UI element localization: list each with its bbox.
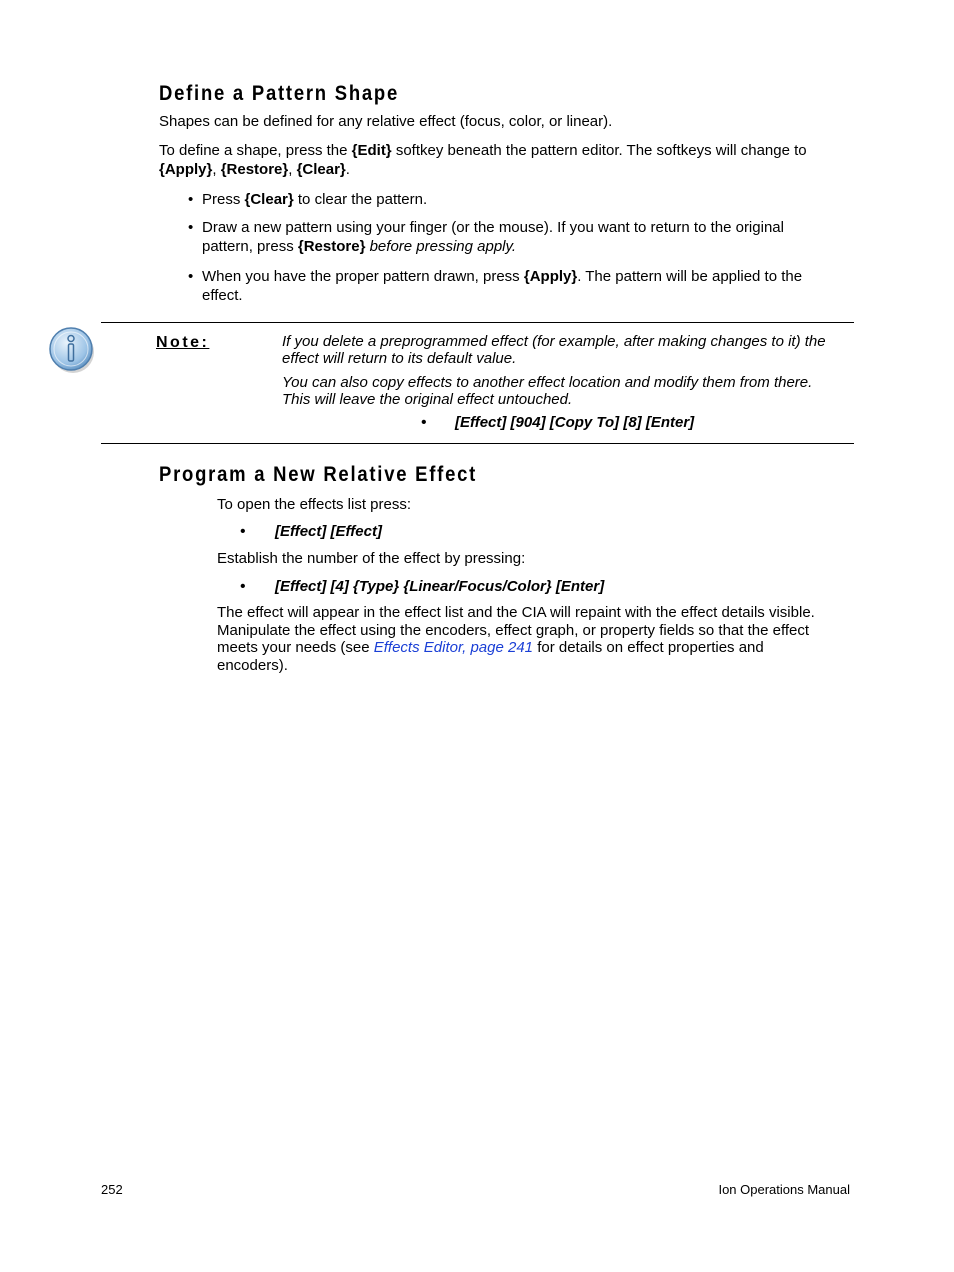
text-run: Manipulate the effect using the encoders, effect graph, or property fields so that the effect [217,621,810,639]
note-paragraph-1 [282,333,857,367]
softkey-restore: {Restore} [297,238,366,255]
note-paragraph-2 [282,374,857,408]
effect-details-paragraph [217,604,867,674]
text-run: This will leave the original effect untouched. [282,391,573,408]
note-command-bullet [421,413,695,432]
text-run: To define a shape, press the [159,142,352,159]
establish-number-paragraph: Establish the number of the effect by pressing: [217,550,526,567]
text-run: Draw a new pattern using your finger (or the mouse). If you want to return to the original [202,219,784,236]
command-bullet [240,577,605,596]
page-number: 252 [101,1182,123,1197]
softkey-clear: {Clear} [244,191,294,208]
softkey-edit: {Edit} [351,142,392,159]
note-label: Note: [156,334,210,351]
manual-title: Ion Operations Manual [718,1182,850,1197]
list-item-text [202,190,427,209]
text-run: If you delete a preprogrammed effect (for example, after making changes to it) the [282,333,826,350]
text-run: meets your needs (see [217,639,374,656]
list-item-text [202,267,802,305]
command-sequence: [Effect] [Effect] [275,523,382,540]
period: . [345,161,350,178]
separator: , [288,161,297,178]
note-top-rule [101,322,854,323]
section-heading-program-relative-effect: Program a New Relative Effect [159,463,478,486]
text-run: encoders). [217,656,288,674]
note-bottom-rule [101,443,854,444]
text-run: . The pattern will be applied to the [577,268,803,285]
separator: , [212,161,221,178]
bullet-dot: • [188,268,194,285]
text-run: effect will return to its default value. [282,350,517,367]
bullet-dot: • [188,219,194,236]
text-run: Press [202,191,245,208]
text-run: to clear the pattern. [293,191,428,208]
effects-editor-link[interactable]: Effects Editor, page 241 [373,639,534,656]
text-run: When you have the proper pattern drawn, press [202,268,524,285]
text-run: The effect will appear in the effect list and the CIA will repaint with the effect details visible. [217,604,815,621]
softkey-clear: {Clear} [296,161,346,178]
text-run: for details on effect properties and [533,639,764,656]
text-run: effect. [202,287,243,304]
text-run: You can also copy effects to another effect location and modify them from there. [282,374,813,391]
softkey-apply: {Apply} [523,268,578,285]
define-shape-paragraph [159,141,859,179]
bullet-dot: • [240,523,246,540]
command-bullet [240,522,382,541]
bullet-dot: • [188,191,194,208]
softkey-restore: {Restore} [220,161,289,178]
command-sequence: [Effect] [4] {Type} {Linear/Focus/Color} [Enter] [275,578,605,595]
intro-paragraph: Shapes can be defined for any relative effect (focus, color, or linear). [159,113,613,130]
bullet-dot: • [240,578,246,595]
open-effects-paragraph: To open the effects list press: [217,496,411,513]
text-run: softkey beneath the pattern editor. The softkeys will change to [391,142,807,159]
command-sequence: [Effect] [904] [Copy To] [8] [Enter] [455,414,695,431]
list-item-text [202,218,784,256]
bullet-dot: • [421,414,427,431]
text-run: before pressing apply. [365,238,517,255]
info-icon [47,325,97,375]
section-heading-define-pattern-shape: Define a Pattern Shape [159,82,400,105]
text-run: pattern, press [202,238,298,255]
softkey-apply: {Apply} [159,161,213,178]
